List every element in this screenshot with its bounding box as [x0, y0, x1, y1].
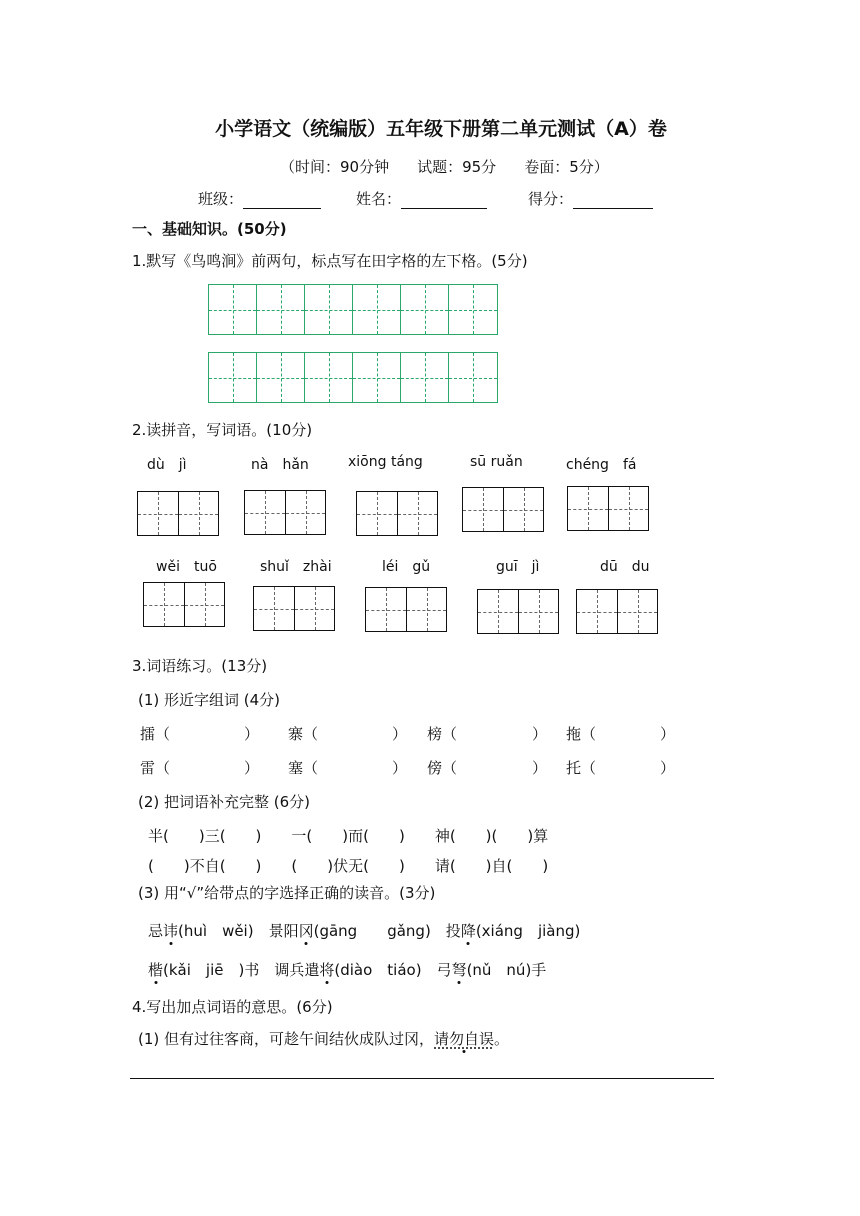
name-label: 姓名：	[356, 190, 402, 208]
question-2: 2.读拼音，写词语。(10分)	[132, 421, 313, 439]
class-field	[198, 188, 321, 209]
reading-line-1	[148, 920, 580, 941]
question-4-1	[138, 1028, 509, 1049]
question-3-3: (3) 用“√”给带点的字选择正确的读音。(3分)	[138, 884, 436, 902]
writing-box[interactable]	[253, 586, 335, 631]
dotted-char: 楷	[148, 961, 164, 979]
score-field	[528, 188, 653, 209]
dotted-phrase: 请勿自误	[434, 1030, 495, 1048]
options: (xiáng jiàng)	[475, 922, 581, 940]
char-item: 寨（	[288, 725, 319, 743]
neatness-score: 卷面：5分）	[524, 158, 609, 176]
dotted-char: 弩	[451, 961, 467, 979]
pinyin-label: chéng fá	[566, 457, 637, 473]
char-item-close: ）	[244, 759, 260, 777]
writing-box[interactable]	[365, 587, 447, 632]
reading-line-2	[148, 959, 546, 980]
pinyin-label: dū du	[600, 559, 650, 575]
name-field	[356, 188, 487, 209]
writing-box[interactable]	[356, 491, 438, 536]
char-item-close: ）	[392, 759, 408, 777]
tianzige-row-2[interactable]	[208, 352, 498, 403]
sentence-end: 。	[494, 1030, 510, 1048]
writing-box[interactable]	[137, 491, 219, 536]
sentence-text: (1) 但有过往客商，可趁午间结伙成队过冈，	[138, 1030, 435, 1048]
class-blank[interactable]	[243, 192, 321, 209]
char-item-close: ）	[244, 725, 260, 743]
char-item: 拖（	[566, 725, 597, 743]
time-limit: （时间：90分钟	[280, 158, 390, 176]
idiom-line-2: ( )不自( ) ( )伏无( ) 请( )自( )	[148, 857, 549, 875]
dotted-char: 冈	[298, 922, 314, 940]
question-4: 4.写出加点词语的意思。(6分)	[132, 998, 333, 1016]
question-1: 1.默写《鸟鸣涧》前两句，标点写在田字格的左下格。(5分)	[132, 252, 528, 270]
pinyin-label: xiōng táng	[348, 454, 423, 470]
dotted-char: 讳	[163, 922, 179, 940]
char-item-close: ）	[660, 725, 676, 743]
options: (gāng gǎng) 投	[313, 922, 461, 940]
page-title: 小学语文（统编版）五年级下册第二单元测试（A）卷	[215, 118, 667, 140]
options: (huì wěi) 景阳	[178, 922, 299, 940]
writing-box[interactable]	[567, 486, 649, 531]
char-item-close: ）	[532, 725, 548, 743]
char-item-close: ）	[532, 759, 548, 777]
pinyin-label: léi gǔ	[382, 559, 431, 575]
writing-box[interactable]	[477, 589, 559, 634]
question-3-1: (1) 形近字组词 (4分)	[138, 691, 281, 709]
tianzige-row-1[interactable]	[208, 284, 498, 335]
class-label: 班级：	[198, 190, 244, 208]
char-item: 托（	[566, 759, 597, 777]
char-item: 雷（	[140, 759, 171, 777]
idiom-line-1: 半( )三( ) 一( )而( ) 神( )( )算	[148, 827, 549, 845]
char-item: 榜（	[427, 725, 458, 743]
char-item-close: ）	[660, 759, 676, 777]
char-item: 擂（	[140, 725, 171, 743]
options: (kǎi jiē )书 调兵遣	[163, 961, 320, 979]
question-score: 试题：95分	[417, 158, 497, 176]
pinyin-label: wěi tuō	[156, 559, 217, 575]
score-blank[interactable]	[573, 192, 653, 209]
pinyin-label: shuǐ zhài	[260, 559, 332, 575]
pinyin-label: dù jì	[147, 457, 187, 473]
options: (nǔ nú)手	[466, 961, 547, 979]
pinyin-label: sū ruǎn	[470, 454, 523, 470]
question-3-2: (2) 把词语补充完整 (6分)	[138, 793, 311, 811]
question-3: 3.词语练习。(13分)	[132, 657, 268, 675]
writing-box[interactable]	[244, 490, 326, 535]
char-item: 塞（	[288, 759, 319, 777]
exam-info	[280, 156, 637, 177]
footer-divider	[130, 1078, 714, 1079]
pinyin-label: nà hǎn	[251, 457, 309, 473]
char-item-close: ）	[392, 725, 408, 743]
writing-box[interactable]	[576, 589, 658, 634]
score-label: 得分：	[528, 190, 574, 208]
name-blank[interactable]	[401, 192, 487, 209]
writing-box[interactable]	[462, 487, 544, 532]
dotted-char: 降	[460, 922, 476, 940]
pinyin-label: guī jì	[496, 559, 540, 575]
options: (diào tiáo) 弓	[334, 961, 452, 979]
char: 忌	[148, 922, 164, 940]
section-basic-knowledge: 一、基础知识。(50分)	[132, 220, 287, 238]
dotted-char: 将	[319, 961, 335, 979]
char-item: 傍（	[427, 759, 458, 777]
writing-box[interactable]	[143, 582, 225, 627]
